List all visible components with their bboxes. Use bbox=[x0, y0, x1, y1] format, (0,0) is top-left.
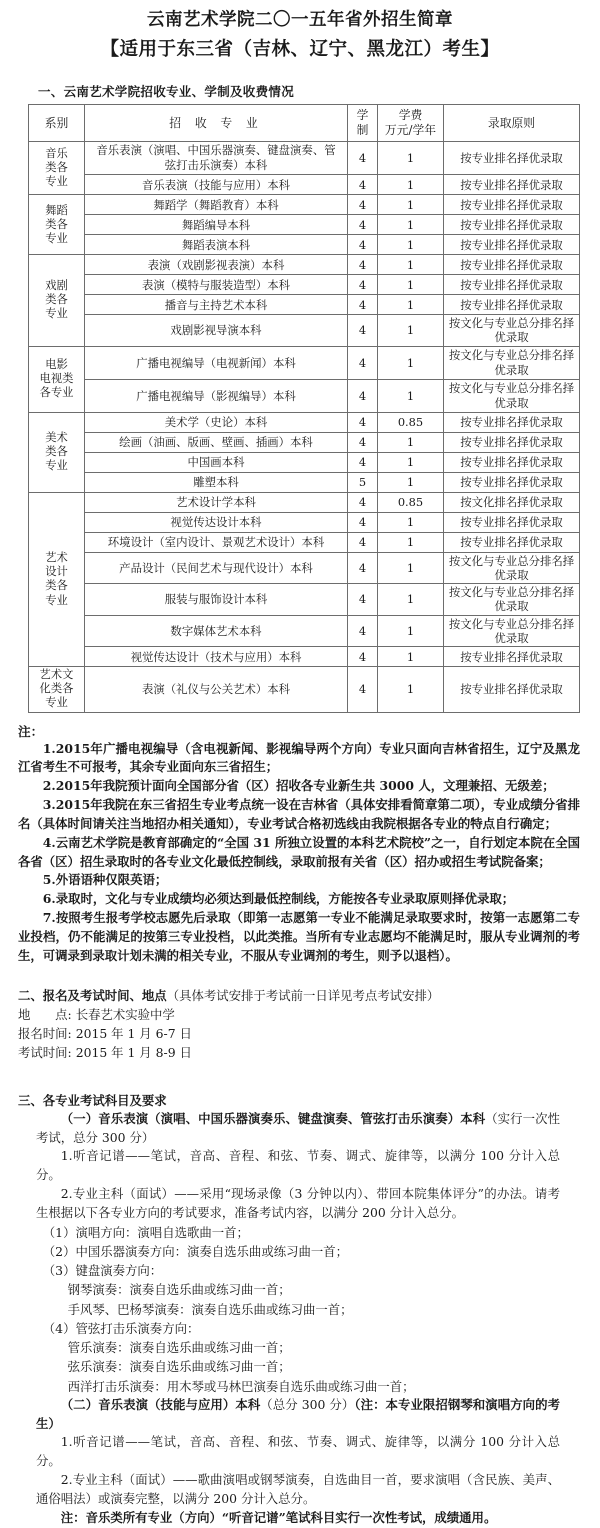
rule-cell: 按专业排名择优录取 bbox=[444, 295, 580, 315]
rule-cell: 按文化与专业总分排名择优录取 bbox=[444, 584, 580, 616]
years-cell: 4 bbox=[348, 142, 378, 175]
rule-cell: 按专业排名择优录取 bbox=[444, 432, 580, 452]
dept-line: 专业 bbox=[45, 696, 68, 710]
dept-cell bbox=[29, 142, 85, 195]
major-cell: 绘画（油画、版画、壁画、插画）本科 bbox=[85, 432, 348, 452]
exam-item: 1.听音记谱——笔试，音高、音程、和弦、节奏、调式、旋律等，以满分 100 分计入总分。 bbox=[36, 1148, 560, 1183]
dept-line: 艺术 bbox=[45, 551, 68, 565]
dept-line: 戏剧 bbox=[45, 279, 68, 293]
table-header-row bbox=[29, 105, 580, 142]
dept-line: 电影 bbox=[45, 358, 68, 372]
years-cell: 4 bbox=[348, 412, 378, 432]
section-2-rows bbox=[18, 1005, 580, 1063]
table-row bbox=[29, 275, 580, 295]
major-cell: 数字媒体艺术本科 bbox=[85, 615, 348, 647]
table-row bbox=[29, 315, 580, 347]
major-cell: 表演（模特与服装造型）本科 bbox=[85, 275, 348, 295]
exam-item: 2.专业主科（面试）——采用“现场录像（3 分钟以内）、带回本院集体评分”的办法。请考生根据以下各专业方向的考试要求，准备考试内容，以满分 200 分计入总分。 bbox=[36, 1186, 560, 1220]
section-2-heading-note: （具体考试安排于考试前一日详见考点考试安排） bbox=[166, 987, 440, 1003]
col-header-years bbox=[348, 105, 378, 142]
years-cell: 4 bbox=[348, 215, 378, 235]
section-2-heading: 二、报名及考试时间、地点 bbox=[18, 987, 167, 1003]
rule-cell: 按专业排名择优录取 bbox=[444, 667, 580, 712]
table-row bbox=[29, 615, 580, 647]
note-paragraph: 1.2015年广播电视编导（含电视新闻、影视编导两个方向）专业只面向吉林省招生，辽宁及黑龙江省考生不可报考，其余专业面向东三省招生； bbox=[18, 740, 580, 775]
page-title: 云南艺术学院二〇一五年省外招生简章 bbox=[147, 10, 453, 30]
dept-cell bbox=[29, 667, 85, 712]
major-cell: 环境设计（室内设计、景观艺术设计）本科 bbox=[85, 532, 348, 552]
major-cell: 表演（礼仪与公关艺术）本科 bbox=[85, 667, 348, 712]
dept-line: 各专业 bbox=[39, 386, 74, 400]
fee-cell: 1 bbox=[378, 584, 444, 616]
years-head-line1: 学 bbox=[356, 107, 369, 122]
dept-cell bbox=[29, 346, 85, 412]
rule-cell: 按专业排名择优录取 bbox=[444, 472, 580, 492]
fee-cell: 1 bbox=[378, 552, 444, 584]
dept-line: 类各 bbox=[45, 293, 68, 307]
rule-cell: 按专业排名择优录取 bbox=[444, 452, 580, 472]
rule-cell: 按专业排名择优录取 bbox=[444, 512, 580, 532]
col-header-fee bbox=[378, 105, 444, 142]
note-paragraph: 3.2015年我院在东三省招生专业考点统一设在吉林省（具体安排看简章第二项），专业成绩分省排名（具体时间请关注当地招办相关通知），专业考试合格初选线由我院根据各专业的特点自行确定； bbox=[18, 797, 580, 831]
table-row bbox=[29, 379, 580, 412]
exam-direction: （3）键盘演奏方向： bbox=[42, 1263, 163, 1279]
rule-cell: 按专业排名择优录取 bbox=[444, 195, 580, 215]
fee-cell: 0.85 bbox=[378, 492, 444, 512]
fee-cell: 1 bbox=[378, 452, 444, 472]
fee-cell: 1 bbox=[378, 346, 444, 379]
fee-cell: 1 bbox=[378, 175, 444, 195]
exam-info-row bbox=[18, 1043, 580, 1062]
fee-head-line1: 学费 bbox=[398, 107, 423, 122]
section-1-heading: 一、云南艺术学院招收专业、学制及收费情况 bbox=[38, 84, 295, 100]
dept-cell bbox=[29, 195, 85, 255]
rule-cell: 按文化与专业总分排名择优录取 bbox=[444, 315, 580, 347]
major-cell: 产品设计（民间艺术与现代设计）本科 bbox=[85, 552, 348, 584]
exam-info-value: 2015 年 1 月 6-7 日 bbox=[75, 1026, 192, 1042]
exam-direction: 弦乐演奏：演奏自选乐曲或练习曲一首； bbox=[67, 1359, 291, 1375]
major-cell: 艺术设计学本科 bbox=[85, 492, 348, 512]
section-2-block bbox=[18, 986, 580, 1063]
years-cell: 4 bbox=[348, 584, 378, 616]
years-cell: 4 bbox=[348, 315, 378, 347]
rule-cell: 按文化排名择优录取 bbox=[444, 492, 580, 512]
fee-cell: 1 bbox=[378, 512, 444, 532]
fee-cell: 1 bbox=[378, 615, 444, 647]
years-cell: 4 bbox=[348, 647, 378, 667]
dept-cell bbox=[29, 255, 85, 347]
years-head-line2: 制 bbox=[356, 123, 369, 138]
fee-cell: 0.85 bbox=[378, 412, 444, 432]
table-row bbox=[29, 215, 580, 235]
fee-cell: 1 bbox=[378, 295, 444, 315]
fee-cell: 1 bbox=[378, 215, 444, 235]
years-cell: 4 bbox=[348, 346, 378, 379]
fee-cell: 1 bbox=[378, 235, 444, 255]
major-cell: 中国画本科 bbox=[85, 452, 348, 472]
majors-table-wrap bbox=[0, 104, 600, 712]
dept-line: 化类各 bbox=[39, 682, 74, 696]
dept-line: 专业 bbox=[45, 307, 68, 321]
rule-cell: 按文化与专业总分排名择优录取 bbox=[444, 552, 580, 584]
sub1-title-note: （实行一次性考试，总分 300 分） bbox=[36, 1110, 561, 1145]
majors-table bbox=[28, 104, 580, 712]
table-row bbox=[29, 195, 580, 215]
note-paragraph: 7.按照考生报考学校志愿先后录取（即第一志愿第一专业不能满足录取要求时，按第一志愿第二专业投档，仍不能满足的按第三专业投档，以此类推。当所有专业志愿均不能满足时，服从专业调剂的考生，可调录到录取计划未满的相关专业，不服从专业调剂的考生，则予以退档）。 bbox=[18, 910, 580, 963]
rule-cell: 按文化与专业总分排名择优录取 bbox=[444, 615, 580, 647]
major-cell: 表演（戏剧影视表演）本科 bbox=[85, 255, 348, 275]
years-cell: 4 bbox=[348, 492, 378, 512]
table-row bbox=[29, 472, 580, 492]
notes-list bbox=[0, 740, 600, 966]
exam-direction: （1）演唱方向：演唱自选歌曲一首； bbox=[42, 1224, 249, 1240]
years-cell: 4 bbox=[348, 175, 378, 195]
table-body bbox=[29, 142, 580, 712]
exam-info-label: 地 点: bbox=[18, 1006, 76, 1022]
table-row bbox=[29, 142, 580, 175]
table-row bbox=[29, 667, 580, 712]
fee-cell: 1 bbox=[378, 255, 444, 275]
dept-line: 音乐 bbox=[45, 147, 68, 161]
dept-line: 电视类 bbox=[39, 372, 74, 386]
exam-direction: （2）中国乐器演奏方向：演奏自选乐曲或练习曲一首； bbox=[42, 1244, 349, 1260]
exam-info-value: 2015 年 1 月 8-9 日 bbox=[75, 1045, 192, 1061]
rule-cell: 按文化与专业总分排名择优录取 bbox=[444, 379, 580, 412]
note-paragraph: 4.云南艺术学院是教育部确定的“全国 31 所独立设置的本科艺术院校”之一，自行划定本院在全国各省（区）招生录取时的各专业文化最低控制线，录取前报有关省（区）招办或招生考试院备案； bbox=[18, 834, 580, 869]
exam-direction: 钢琴演奏：演奏自选乐曲或练习曲一首； bbox=[67, 1282, 291, 1298]
dept-line: 舞蹈 bbox=[45, 203, 68, 217]
major-cell: 美术学（史论）本科 bbox=[85, 412, 348, 432]
exam-info-row bbox=[18, 1005, 580, 1024]
exam-item: 1.听音记谱——笔试，音高、音程、和弦、节奏、调式、旋律等，以满分 100 分计入总分。 bbox=[36, 1434, 560, 1469]
years-cell: 4 bbox=[348, 235, 378, 255]
dept-cell bbox=[29, 492, 85, 667]
col-header-major: 招 收 专 业 bbox=[85, 105, 348, 142]
fee-cell: 1 bbox=[378, 142, 444, 175]
major-cell: 音乐表演（技能与应用）本科 bbox=[85, 175, 348, 195]
rule-cell: 按专业排名择优录取 bbox=[444, 255, 580, 275]
major-cell: 视觉传达设计本科 bbox=[85, 512, 348, 532]
sub2-footnote: 注：音乐类所有专业（方向）“听音记谱”笔试科目实行一次性考试，成绩通用。 bbox=[60, 1509, 497, 1525]
exam-info-value: 长春艺术实验中学 bbox=[75, 1006, 175, 1022]
rule-cell: 按文化与专业总分排名择优录取 bbox=[444, 346, 580, 379]
table-row bbox=[29, 492, 580, 512]
years-cell: 4 bbox=[348, 295, 378, 315]
table-head bbox=[29, 105, 580, 142]
exam-direction: （4）管弦打击乐演奏方向： bbox=[42, 1320, 200, 1336]
sub1-title: （一）音乐表演（演唱、中国乐器演奏乐、键盘演奏、管弦打击乐演奏）本科 bbox=[60, 1110, 486, 1126]
table-row bbox=[29, 346, 580, 379]
dept-line: 设计 bbox=[45, 565, 68, 579]
dept-line: 专业 bbox=[45, 231, 68, 245]
table-row bbox=[29, 295, 580, 315]
years-cell: 4 bbox=[348, 379, 378, 412]
fee-cell: 1 bbox=[378, 667, 444, 712]
table-row bbox=[29, 452, 580, 472]
table-row bbox=[29, 647, 580, 667]
table-row bbox=[29, 235, 580, 255]
section-3-sub2-title-para bbox=[36, 1396, 560, 1434]
table-row bbox=[29, 512, 580, 532]
sub1-directions bbox=[18, 1223, 580, 1396]
exam-direction: 管乐演奏：演奏自选乐曲或练习曲一首； bbox=[67, 1340, 291, 1356]
note-paragraph: 6.录取时，文化与专业成绩均必须达到最低控制线，方能按各专业录取原则择优录取； bbox=[42, 891, 515, 907]
years-cell: 4 bbox=[348, 255, 378, 275]
dept-line: 专业 bbox=[45, 459, 68, 473]
document-page bbox=[0, 8, 600, 1528]
exam-direction: 手风琴、巴杨琴演奏：演奏自选乐曲或练习曲一首； bbox=[67, 1301, 353, 1317]
years-cell: 4 bbox=[348, 552, 378, 584]
fee-cell: 1 bbox=[378, 275, 444, 295]
dept-line: 美术 bbox=[45, 431, 68, 445]
sub1-items bbox=[18, 1147, 580, 1222]
major-cell: 舞蹈编导本科 bbox=[85, 215, 348, 235]
major-cell: 舞蹈学（舞蹈教育）本科 bbox=[85, 195, 348, 215]
major-cell: 视觉传达设计（技术与应用）本科 bbox=[85, 647, 348, 667]
dept-line: 类各 bbox=[45, 161, 68, 175]
major-cell: 音乐表演（演唱、中国乐器演奏、键盘演奏、管 弦打击乐演奏）本科 bbox=[85, 142, 348, 175]
table-row bbox=[29, 432, 580, 452]
section-2-heading-line bbox=[18, 986, 580, 1005]
table-row bbox=[29, 412, 580, 432]
exam-info-row bbox=[18, 1024, 580, 1043]
section-3-block bbox=[18, 1091, 580, 1528]
fee-cell: 1 bbox=[378, 532, 444, 552]
major-cell: 戏剧影视导演本科 bbox=[85, 315, 348, 347]
table-row bbox=[29, 532, 580, 552]
table-row bbox=[29, 255, 580, 275]
years-cell: 4 bbox=[348, 667, 378, 712]
years-cell: 4 bbox=[348, 452, 378, 472]
sub2-title-note: （总分 300 分） bbox=[260, 1396, 355, 1412]
years-cell: 4 bbox=[348, 512, 378, 532]
rule-cell: 按专业排名择优录取 bbox=[444, 647, 580, 667]
exam-info-label: 报名时间: bbox=[18, 1026, 76, 1042]
exam-item: 2.专业主科（面试）——歌曲演唱或钢琴演奏，自选曲目一首，要求演唱（含民族、美声、通俗唱法）或演奏完整，以满分 200 分计入总分。 bbox=[36, 1472, 560, 1506]
fee-cell: 1 bbox=[378, 379, 444, 412]
fee-cell: 1 bbox=[378, 472, 444, 492]
fee-cell: 1 bbox=[378, 315, 444, 347]
dept-line: 类各 bbox=[45, 579, 68, 593]
exam-info-label: 考试时间: bbox=[18, 1045, 76, 1061]
sub2-title-note2: （注：本专业限招钢琴和演唱方向的考生） bbox=[36, 1396, 561, 1431]
rule-cell: 按专业排名择优录取 bbox=[444, 215, 580, 235]
section-3-heading: 三、各专业考试科目及要求 bbox=[18, 1092, 167, 1108]
years-cell: 4 bbox=[348, 615, 378, 647]
col-header-dept: 系别 bbox=[29, 105, 85, 142]
years-cell: 5 bbox=[348, 472, 378, 492]
table-row bbox=[29, 584, 580, 616]
rule-cell: 按专业排名择优录取 bbox=[444, 235, 580, 255]
major-cell: 广播电视编导（电视新闻）本科 bbox=[85, 346, 348, 379]
dept-line: 类各 bbox=[45, 217, 68, 231]
fee-cell: 1 bbox=[378, 195, 444, 215]
rule-cell: 按专业排名择优录取 bbox=[444, 532, 580, 552]
note-paragraph: 5.外语语种仅限英语； bbox=[42, 872, 168, 888]
note-paragraph: 2.2015年我院预计面向全国部分省（区）招收各专业新生共 3000 人，文理兼招、无级差； bbox=[42, 778, 555, 794]
table-row bbox=[29, 552, 580, 584]
rule-cell: 按专业排名择优录取 bbox=[444, 275, 580, 295]
notes-label: 注： bbox=[18, 723, 44, 739]
dept-line: 专业 bbox=[45, 593, 68, 607]
fee-head-line2: 万元/学年 bbox=[384, 123, 437, 138]
major-cell: 服装与服饰设计本科 bbox=[85, 584, 348, 616]
years-cell: 4 bbox=[348, 532, 378, 552]
years-cell: 4 bbox=[348, 195, 378, 215]
fee-cell: 1 bbox=[378, 647, 444, 667]
fee-cell: 1 bbox=[378, 432, 444, 452]
sub2-title: （二）音乐表演（技能与应用）本科 bbox=[60, 1396, 261, 1412]
major-cell: 舞蹈表演本科 bbox=[85, 235, 348, 255]
col-header-rule: 录取原则 bbox=[444, 105, 580, 142]
rule-cell: 按专业排名择优录取 bbox=[444, 142, 580, 175]
years-cell: 4 bbox=[348, 275, 378, 295]
dept-line: 专业 bbox=[45, 175, 68, 189]
sub2-items bbox=[18, 1433, 580, 1508]
major-cell: 广播电视编导（影视编导）本科 bbox=[85, 379, 348, 412]
rule-cell: 按专业排名择优录取 bbox=[444, 412, 580, 432]
section-3-sub1-title-para bbox=[36, 1110, 560, 1148]
dept-line: 艺术文 bbox=[39, 668, 74, 682]
page-subtitle: 【适用于东三省（吉林、辽宁、黑龙江）考生】 bbox=[100, 39, 500, 61]
major-cell: 播音与主持艺术本科 bbox=[85, 295, 348, 315]
dept-cell bbox=[29, 412, 85, 492]
major-cell: 雕塑本科 bbox=[85, 472, 348, 492]
dept-line: 类各 bbox=[45, 445, 68, 459]
rule-cell: 按专业排名择优录取 bbox=[444, 175, 580, 195]
table-row bbox=[29, 175, 580, 195]
exam-direction: 西洋打击乐演奏：用木琴或马林巴演奏自选乐曲或练习曲一首； bbox=[67, 1378, 415, 1394]
years-cell: 4 bbox=[348, 432, 378, 452]
